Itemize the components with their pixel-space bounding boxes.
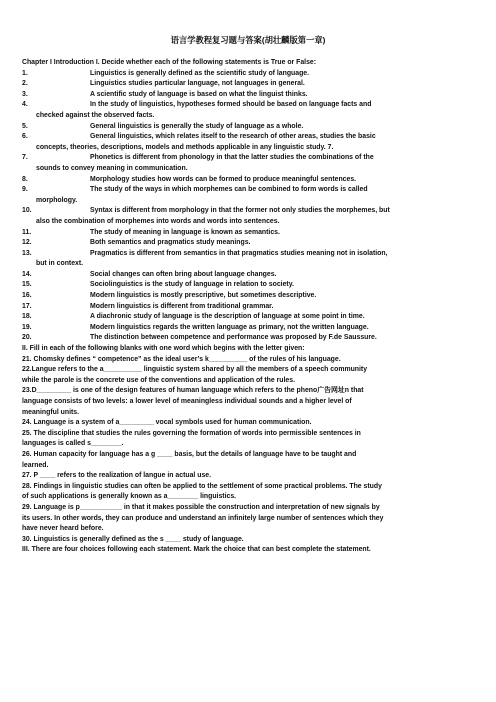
tf-statement	[22, 79, 474, 90]
statement-number: 12.	[22, 239, 32, 247]
statement-continuation: sounds to convey meaning in communication.	[36, 164, 188, 172]
section-3-heading: III. There are four choices following each statement. Mark the choice that can best complete the statement.	[22, 546, 371, 554]
tf-statement	[22, 333, 474, 344]
fill-in-question: 27. P ____ refers to the realization of langue in actual use.	[22, 472, 212, 480]
fill-in-question-continuation: languages is called s________.	[22, 440, 124, 448]
statement-text: Both semantics and pragmatics study meanings.	[90, 239, 251, 247]
statement-continuation: concepts, theories, descriptions, models and methods applicable in any linguistic study. 7.	[36, 143, 334, 151]
statement-text: The distinction between competence and performance was proposed by F.de Saussure.	[90, 334, 377, 342]
fill-in-question-continuation: meaningful units.	[22, 408, 80, 416]
statement-number: 16.	[22, 292, 32, 300]
section-2-heading: II. Fill in each of the following blanks with one word which begins with the letter given:	[22, 345, 305, 353]
tf-statement	[22, 122, 474, 133]
statement-text: Social changes can often bring about language changes.	[90, 270, 277, 278]
page-title: 语言学教程复习题与答案(胡壮麟版第一章)	[170, 35, 326, 45]
statement-number: 17.	[22, 302, 32, 310]
statement-number: 8.	[22, 175, 28, 183]
fill-in-question-continuation: have never heard before.	[22, 525, 104, 533]
tf-statement	[22, 312, 474, 323]
statement-text: General linguistics is generally the study of language as a whole.	[90, 122, 304, 130]
statement-text: Morphology studies how words can be formed to produce meaningful sentences.	[90, 175, 357, 183]
fill-in-question: 30. Linguistics is generally defined as the s ____ study of language.	[22, 535, 244, 543]
fill-in-question: 24. Language is a system of a_________ vocal symbols used for human communication.	[22, 419, 312, 427]
statement-text: Linguistics is generally defined as the scientific study of language.	[90, 69, 310, 77]
tf-statement	[22, 323, 474, 334]
statement-number: 2.	[22, 80, 28, 88]
statement-text: General linguistics, which relates itself to the research of other areas, studies the basic	[90, 133, 376, 141]
true-false-list	[22, 69, 474, 344]
statement-number: 11.	[22, 228, 32, 236]
tf-statement	[22, 153, 474, 164]
tf-statement	[22, 175, 474, 186]
tf-statement	[22, 291, 474, 302]
statement-text: Sociolinguistics is the study of language in relation to society.	[90, 281, 294, 289]
statement-continuation: also the combination of morphemes into words and words into sentences.	[36, 217, 280, 225]
chapter-header: Chapter I Introduction I. Decide whether each of the following statements is True or False:	[22, 59, 317, 66]
tf-statement	[22, 69, 474, 80]
statement-number: 4.	[22, 101, 28, 109]
fill-in-question-continuation: while the parole is the concrete use of the conventions and application of the rules.	[22, 376, 295, 384]
tf-statement	[22, 228, 474, 239]
tf-statement	[22, 249, 474, 260]
statement-number: 19.	[22, 323, 32, 331]
statement-number: 9.	[22, 186, 28, 194]
tf-statement	[22, 185, 474, 196]
statement-text: The study of meaning in language is known as semantics.	[90, 228, 280, 236]
statement-number: 15.	[22, 281, 32, 289]
fill-in-question-continuation: its users. In other words, they can produce and understand an infinitely large number of sentences which they	[22, 514, 384, 522]
statement-text: Modern linguistics is different from traditional grammar.	[90, 302, 274, 310]
statement-text: Pragmatics is different from semantics in that pragmatics studies meaning not in isolation,	[90, 249, 388, 257]
fill-in-question-continuation: learned.	[22, 461, 49, 469]
statement-text: Syntax is different from morphology in that the former not only studies the morphemes, but	[90, 207, 390, 215]
statement-number: 10.	[22, 207, 32, 215]
statement-text: Modern linguistics is mostly prescriptive, but sometimes descriptive.	[90, 292, 317, 300]
tf-statement	[22, 302, 474, 313]
tf-statement	[22, 132, 474, 143]
fill-in-question: 21. Chomsky defines “ competence” as the ideal user’s k__________ of the rules of his language.	[22, 355, 341, 363]
statement-text: Linguistics studies particular language, not languages in general.	[90, 80, 305, 88]
fill-in-question: 29. Language is p___________ in that it makes possible the construction and interpretation of new signals by	[22, 503, 380, 511]
statement-number: 18.	[22, 313, 32, 321]
statement-continuation: checked against the observed facts.	[36, 111, 155, 119]
statement-number: 5.	[22, 122, 28, 130]
tf-statement	[22, 270, 474, 281]
fill-in-list	[22, 355, 474, 546]
fill-in-question: 26. Human capacity for language has a g ____ basis, but the details of language have to be taught and	[22, 450, 357, 458]
fill-in-question: 23.D_________ is one of the design features of human language which refers to the pheno广告网址n that	[22, 387, 364, 395]
fill-in-question-continuation: of such applications is generally known as a________ linguistics.	[22, 493, 237, 501]
fill-in-question: 28. Findings in linguistic studies can often be applied to the settlement of some practical problems. The study	[22, 482, 382, 490]
tf-statement	[22, 238, 474, 249]
tf-statement	[22, 100, 474, 111]
tf-statement	[22, 280, 474, 291]
statement-text: The study of the ways in which morphemes can be combined to form words is called	[90, 186, 368, 194]
statement-number: 13.	[22, 249, 32, 257]
statement-number: 6.	[22, 133, 28, 141]
statement-number: 1.	[22, 69, 28, 77]
statement-continuation: morphology.	[36, 196, 78, 204]
fill-in-question-continuation: language consists of two levels: a lower level of meaningless individual sounds and a higher level of	[22, 398, 352, 405]
statement-text: A scientific study of language is based on what the linguist thinks.	[90, 90, 308, 98]
fill-in-question: 22.Langue refers to the a__________ linguistic system shared by all the members of a speech community	[22, 366, 368, 374]
statement-text: In the study of linguistics, hypotheses formed should be based on language facts and	[90, 101, 372, 109]
fill-in-question: 25. The discipline that studies the rules governing the formation of words into permissible sentences in	[22, 429, 361, 437]
statement-text: Modern linguistics regards the written language as primary, not the written language.	[90, 323, 369, 331]
statement-number: 3.	[22, 90, 28, 98]
statement-text: A diachronic study of language is the description of language at some point in time.	[90, 313, 365, 321]
statement-text: Phonetics is different from phonology in that the latter studies the combinations of the	[90, 154, 374, 162]
statement-number: 20.	[22, 334, 32, 342]
document-body	[22, 58, 474, 556]
statement-number: 14.	[22, 270, 32, 278]
tf-statement	[22, 206, 474, 217]
statement-continuation: but in context.	[36, 260, 84, 268]
statement-number: 7.	[22, 154, 28, 162]
tf-statement	[22, 90, 474, 101]
